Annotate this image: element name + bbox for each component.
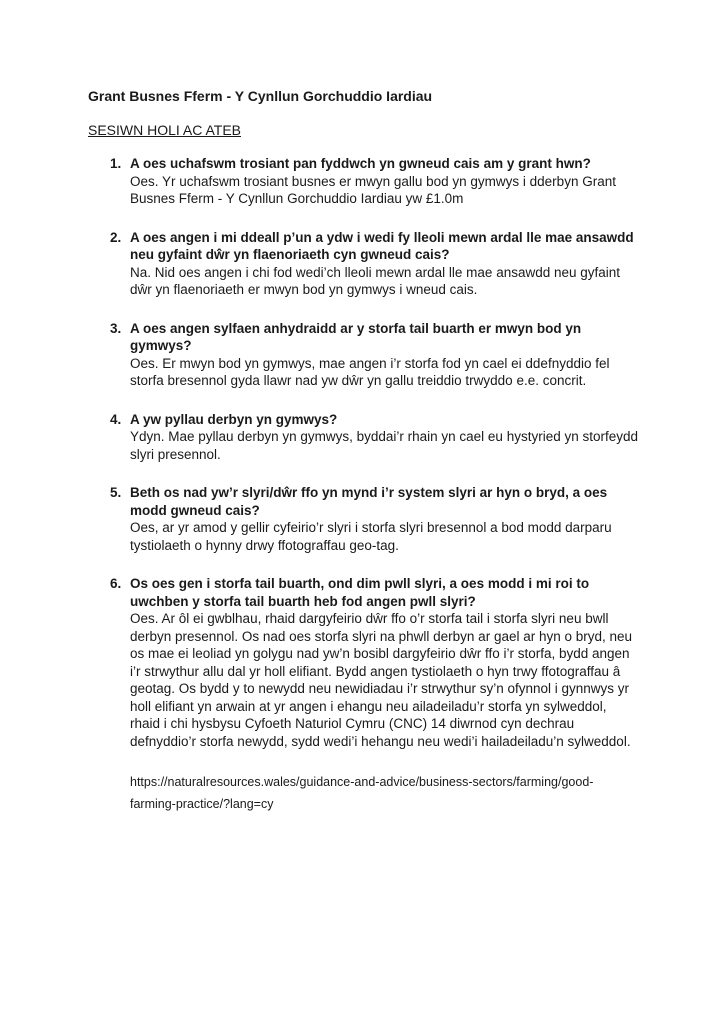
qa-answer: Oes. Yr uchafswm trosiant busnes er mwyn gallu bod yn gymwys i dderbyn Grant Busnes Fferm - Y Cynllun Gorchuddio Iardiau yw £1.0m <box>130 173 616 206</box>
qa-item <box>110 411 644 464</box>
qa-answer: Ydyn. Mae pyllau derbyn yn gymwys, byddai’r rhain yn cael eu hystyried yn storfeydd slyri presennol. <box>130 429 638 462</box>
qa-item-content <box>130 411 640 464</box>
qa-item <box>110 484 644 554</box>
qa-answer: Oes. Er mwyn bod yn gymwys, mae angen i’r storfa fod yn cael ei ddefnyddio fel storfa bresennol gyda llawr nad yw dŵr yn gallu treiddio trwyddo e.e. concrit. <box>130 355 610 388</box>
qa-item-number: 5. <box>110 485 122 500</box>
qa-answer: Oes. Ar ôl ei gwblhau, rhaid dargyfeirio dŵr ffo o’r storfa tail i storfa slyri neu bwll derbyn presennol. Os nad oes storfa slyri na phwll derbyn ar gael ar hyn o bryd, neu os mae ei leoliad yn golygu nad yw’n bosibl dargyfeirio dŵr ffo i’r storfa, bydd angen i’r strwythur allu dal yr holl elifiant. Bydd angen tystiolaeth o hyn trwy ffotograffau â geotag. Os bydd y to newydd neu newidiadau i’r strwythur sy’n ofynnol i gynnwys yr holl elifiant yn arwain at yr angen i ehangu neu ailadeiladu’r storfa yn sylweddol, rhaid i chi hysbysu Cyfoeth Naturiol Cymru (CNC) 14 diwrnod cyn dechrau defnyddio’r storfa newydd, sydd wedi’i hehangu neu wedi’i hailadeiladu’n sylweddol. <box>130 611 633 749</box>
qa-question: Beth os nad yw’r slyri/dŵr ffo yn mynd i’r system slyri ar hyn o bryd, a oes modd gwneud cais? <box>130 485 608 518</box>
qa-question: A oes uchafswm trosiant pan fyddwch yn gwneud cais am y grant hwn? <box>130 156 591 171</box>
qa-question: A oes angen i mi ddeall p’un a ydw i wedi fy lleoli mewn ardal lle mae ansawdd neu gyfaint dŵr yn flaenoriaeth cyn gwneud cais? <box>130 229 634 262</box>
qa-item <box>110 155 644 208</box>
qa-item <box>110 575 644 750</box>
qa-item-content <box>130 155 640 208</box>
qa-item-number: 3. <box>110 320 122 336</box>
qa-item-number: 6. <box>110 576 122 591</box>
qa-question: Os oes gen i storfa tail buarth, ond dim pwll slyri, a oes modd i mi roi to uwchben y storfa tail buarth heb fod angen pwll slyri? <box>130 576 590 609</box>
qa-item-content <box>130 229 640 299</box>
qa-item <box>110 229 644 299</box>
qa-item <box>110 320 644 390</box>
qa-item-number: 2. <box>110 229 122 245</box>
qa-question: A oes angen sylfaen anhydraidd ar y storfa tail buarth er mwyn bod yn gymwys? <box>130 320 582 353</box>
qa-question: A yw pyllau derbyn yn gymwys? <box>130 411 338 427</box>
qa-item-number: 1. <box>110 156 122 171</box>
qa-item-content <box>130 484 640 554</box>
qa-answer: Oes, ar yr amod y gellir cyfeirio’r slyri i storfa slyri bresennol a bod modd darparu tystiolaeth o hynny drwy ffotograffau geo-tag. <box>130 520 612 553</box>
qa-list <box>88 155 644 750</box>
qa-item-content <box>130 575 640 750</box>
qa-item-number: 4. <box>110 411 122 427</box>
external-link-url[interactable]: https://naturalresources.wales/guidance-and-advice/business-sectors/farming/good-farming-practice/?lang=cy <box>130 775 594 811</box>
qa-item-content <box>130 320 640 390</box>
qa-answer: Na. Nid oes angen i chi fod wedi’ch lleoli mewn ardal lle mae ansawdd neu gyfaint dŵr yn flaenoriaeth er mwyn bod yn gymwys i wneud cais. <box>130 264 621 297</box>
section-heading: SESIWN HOLI AC ATEB <box>88 122 242 138</box>
document-title: Grant Busnes Fferm - Y Cynllun Gorchuddio Iardiau <box>88 88 433 104</box>
